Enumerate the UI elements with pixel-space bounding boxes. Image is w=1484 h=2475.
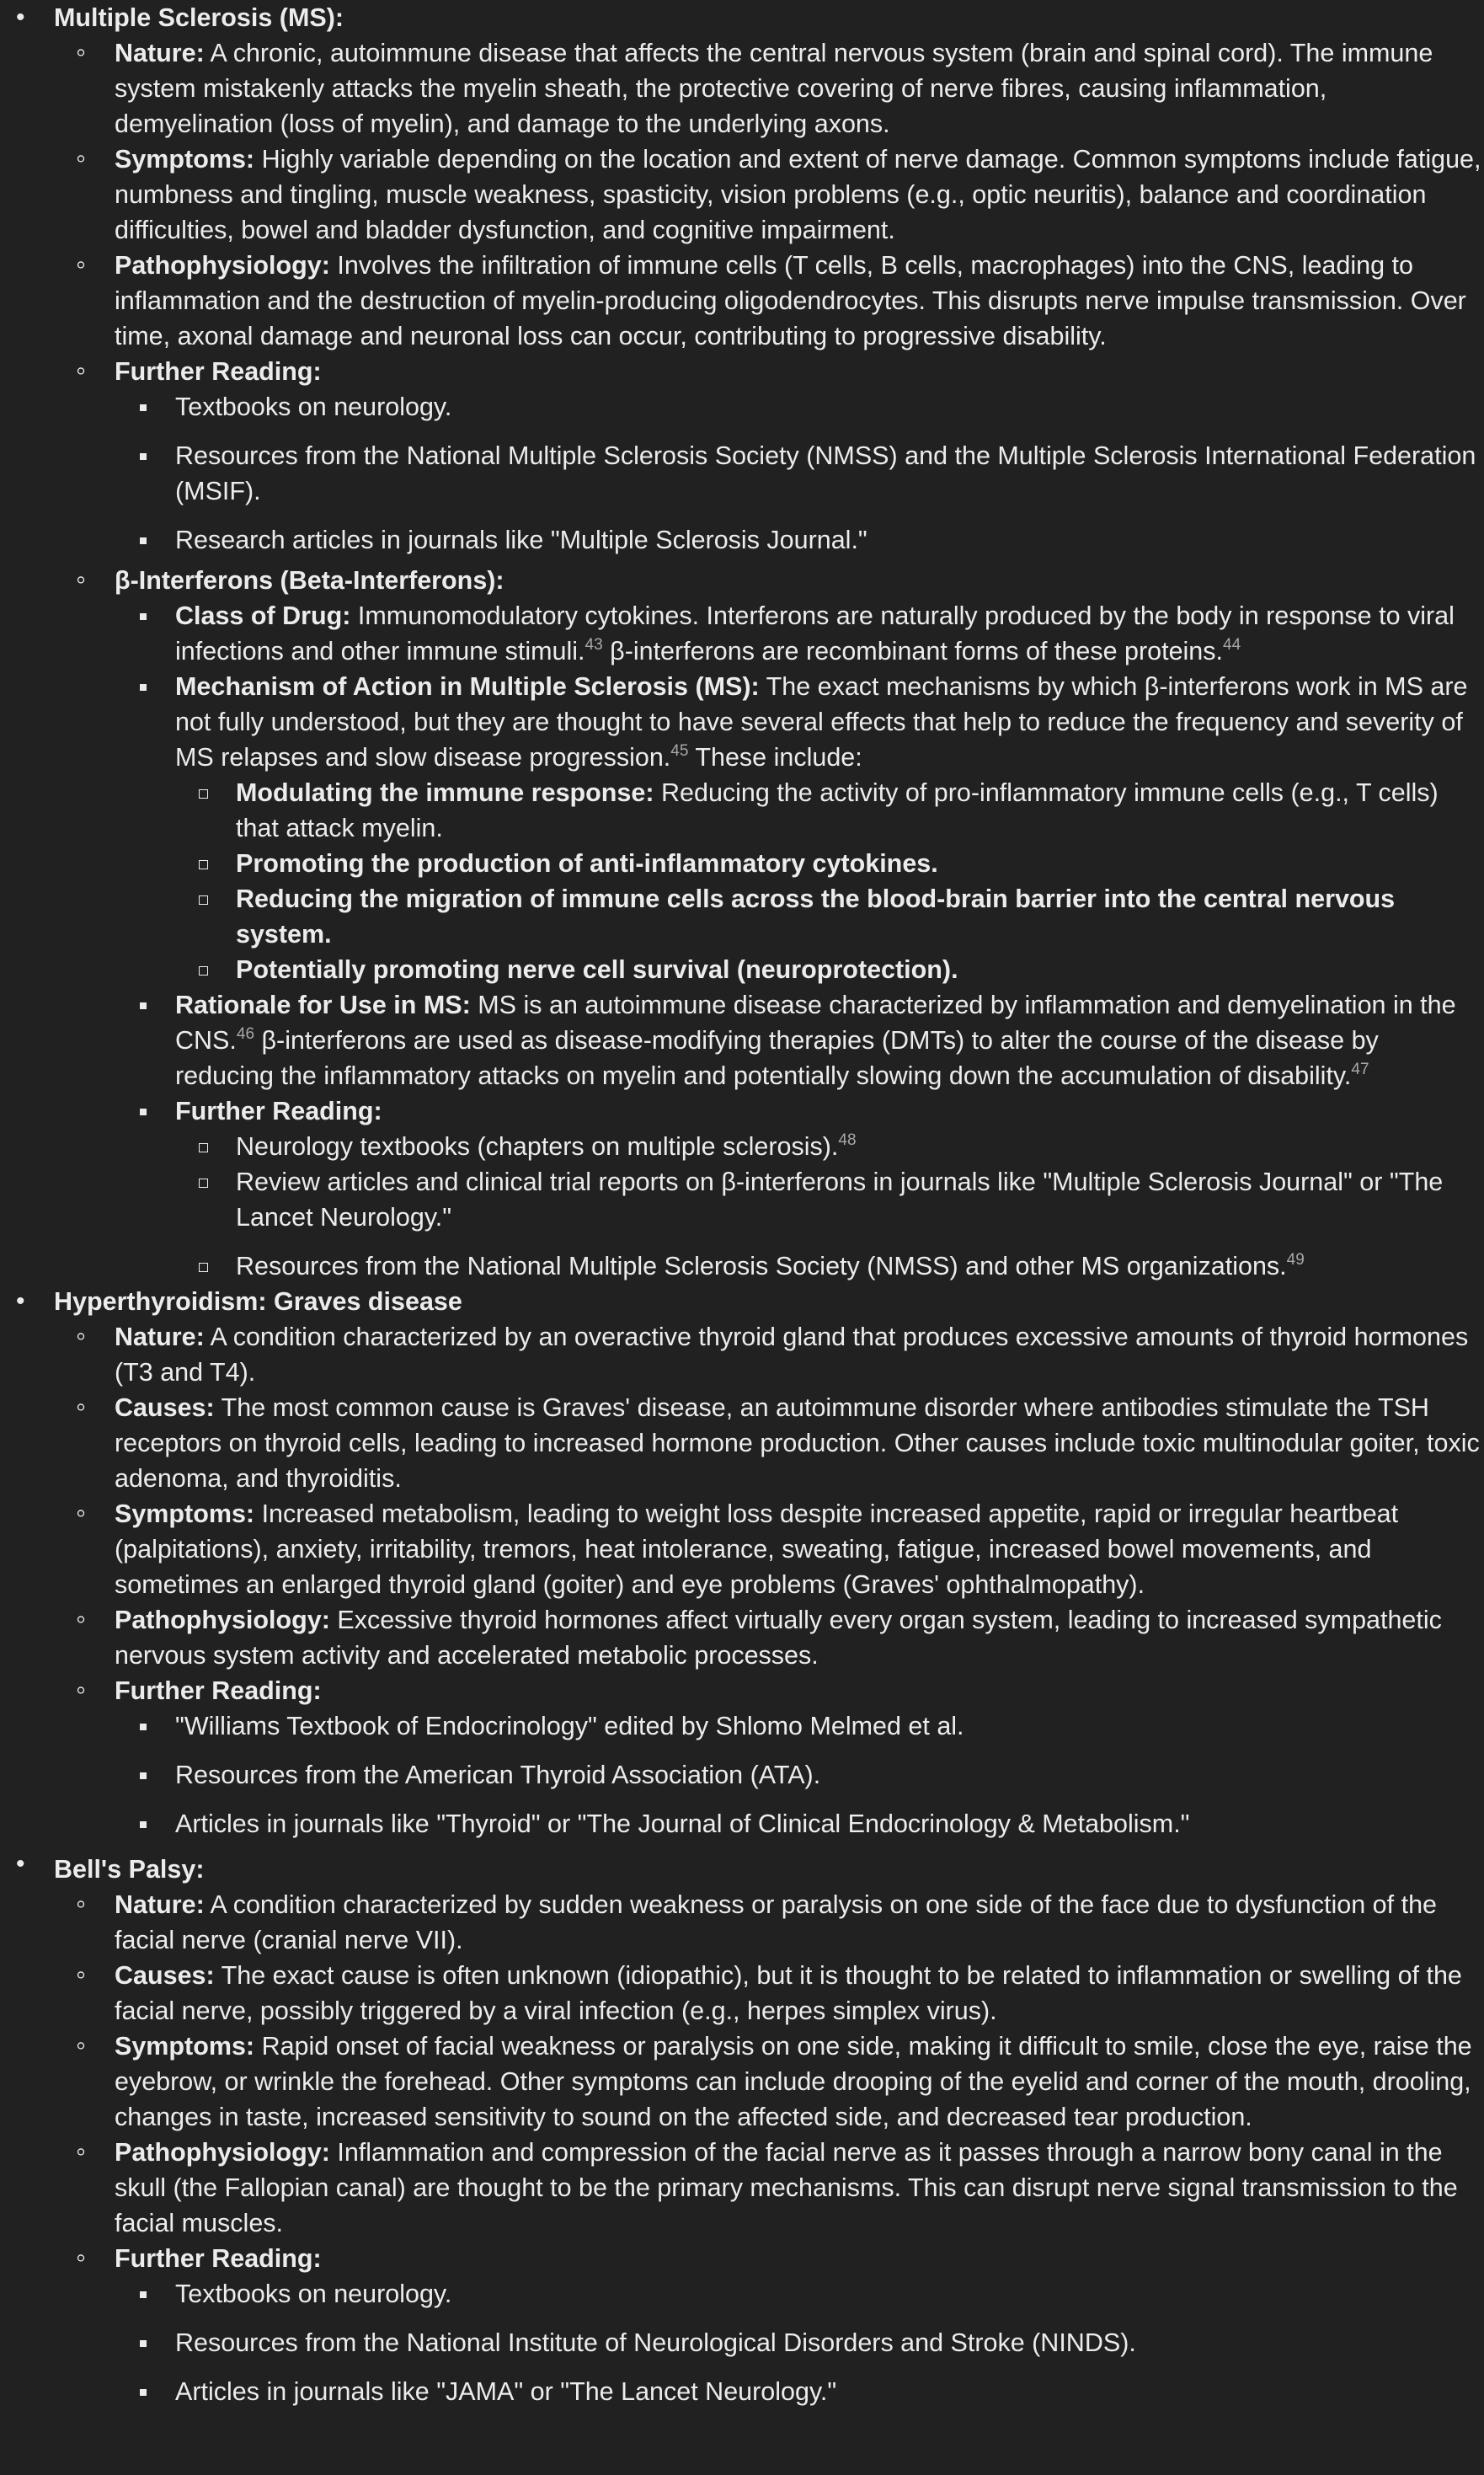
reading-item: Textbooks on neurology.: [115, 2276, 1484, 2312]
item-text: The exact cause is often unknown (idiopathic), but it is thought to be related to inflammation or swelling of the facial nerve, possibly triggered by a viral infection (e.g., herpes simplex virus).: [115, 1961, 1462, 2025]
item-text: The exact mechanisms by which β-interferons work in MS are not fully understood, but they are thought to have several effects that help to reduce the frequency and severity of MS relapses and slow disease progression.: [175, 672, 1468, 772]
graves-further-reading: [54, 1673, 1484, 1842]
condition-title: Hyperthyroidism: Graves disease: [54, 1287, 462, 1316]
item-label: Nature:: [115, 1323, 205, 1351]
graves-nature: [54, 1319, 1484, 1390]
reading-item: Textbooks on neurology.: [115, 389, 1484, 425]
item-text: Immunomodulatory cytokines. Interferons are naturally produced by the body in response to viral infections and other immune stimuli.: [175, 601, 1455, 666]
bells-further-reading: [54, 2241, 1484, 2409]
item-text: Rapid onset of facial weakness or paralysis on one side, making it difficult to smile, close the eye, raise the eyebrow, or wrinkle the forehead. Other symptoms can include drooping of the eyelid and corner of the mouth, drooling, changes in taste, increased sensitivity to sound on the affected side, and decreased tear production.: [115, 2032, 1472, 2131]
reading-list: [115, 1708, 1484, 1842]
graves-details: [54, 1319, 1484, 1842]
bells-details: [54, 1887, 1484, 2409]
footnote-ref[interactable]: 44: [1223, 636, 1241, 654]
reading-item: "Williams Textbook of Endocrinology" edited by Shlomo Melmed et al.: [115, 1708, 1484, 1744]
item-label: Nature:: [115, 39, 205, 67]
item-text: Resources from the National Multiple Sclerosis Society (NMSS) and other MS organizations.: [236, 1252, 1287, 1280]
item-label: Class of Drug:: [175, 601, 351, 630]
item-text: Inflammation and compression of the facial nerve as it passes through a narrow bony canal in the skull (the Fallopian canal) are thought to be the primary mechanisms. This can disrupt nerve signal transmission to the facial muscles.: [115, 2138, 1458, 2237]
item-text: β-interferons are used as disease-modifying therapies (DMTs) to alter the course of the disease by reducing the inflammatory attacks on myelin and potentially slowing down the accumulation of disability.: [175, 1026, 1379, 1090]
bells-pathophysiology: [54, 2135, 1484, 2241]
ifn-rationale: [115, 987, 1484, 1093]
item-label: Symptoms:: [115, 145, 255, 174]
ms-details: [54, 35, 1484, 1284]
mechanism-item: [175, 775, 1484, 846]
ms-symptoms: [54, 142, 1484, 248]
graves-symptoms: [54, 1496, 1484, 1602]
item-text: Neurology textbooks (chapters on multiple sclerosis).: [236, 1132, 839, 1161]
item-label: Further Reading:: [115, 2244, 322, 2273]
item-text: Excessive thyroid hormones affect virtually every organ system, leading to increased sympathetic nervous system activity and accelerated metabolic processes.: [115, 1606, 1442, 1670]
item-text: Involves the infiltration of immune cells (T cells, B cells, macrophages) into the CNS, leading to inflammation and the destruction of myelin-producing oligodendrocytes. This disrupts nerve impulse transmission. Over time, axonal damage and neuronal loss can occur, contributing to progressive disability.: [115, 251, 1466, 350]
reading-list: [115, 2276, 1484, 2409]
item-text: Review articles and clinical trial reports on β-interferons in journals like "Multiple Sclerosis Journal" or "The Lancet Neurology.": [236, 1168, 1444, 1232]
item-label: Nature:: [115, 1890, 205, 1919]
item-label: Rationale for Use in MS:: [175, 991, 471, 1019]
footnote-ref[interactable]: 43: [585, 636, 603, 654]
footnote-ref[interactable]: 48: [838, 1131, 857, 1149]
reading-list: [115, 389, 1484, 558]
item-text: The most common cause is Graves' disease, an autoimmune disorder where antibodies stimulate the TSH receptors on thyroid cells, leading to increased hormone production. Other causes include toxic multinodular goiter, toxic adenoma, and thyroiditis.: [115, 1393, 1480, 1493]
footnote-ref[interactable]: 47: [1351, 1061, 1369, 1078]
item-text: Reducing the activity of pro-inflammatory immune cells (e.g., T cells) that attack myelin.: [236, 778, 1439, 842]
reading-item: Research articles in journals like "Multiple Sclerosis Journal.": [115, 522, 1484, 558]
reading-item: Resources from the National Institute of Neurological Disorders and Stroke (NINDS).: [115, 2325, 1484, 2360]
item-text: Increased metabolism, leading to weight loss despite increased appetite, rapid or irregular heartbeat (palpitations), anxiety, irritability, tremors, heat intolerance, sweating, fatigue, increased bowel movements, and sometimes an enlarged thyroid gland (goiter) and eye problems (Graves' ophthalmopathy).: [115, 1499, 1399, 1599]
item-label: Symptoms:: [115, 2032, 255, 2061]
ms-pathophysiology: [54, 248, 1484, 354]
footnote-ref[interactable]: 46: [236, 1025, 255, 1043]
item-label: Symptoms:: [115, 1499, 255, 1528]
item-label: Pathophysiology:: [115, 1606, 330, 1634]
item-label: Promoting the production of anti-inflammatory cytokines.: [236, 849, 938, 878]
interferon-details: [115, 598, 1484, 1284]
ms-beta-interferons: [54, 563, 1484, 1284]
condition-title: Multiple Sclerosis (MS):: [54, 3, 344, 32]
reading-item: Resources from the National Multiple Sclerosis Society (NMSS) and the Multiple Sclerosis International Federation (MSIF).: [115, 438, 1484, 509]
reading-list: [175, 1129, 1484, 1284]
item-label: Further Reading:: [115, 1676, 322, 1705]
mechanism-list: [175, 775, 1484, 987]
mechanism-item: [175, 952, 1484, 987]
reading-item: Articles in journals like "JAMA" or "The Lancet Neurology.": [115, 2374, 1484, 2409]
item-text: β-interferons are recombinant forms of these proteins.: [602, 637, 1223, 666]
footnote-ref[interactable]: 49: [1286, 1251, 1305, 1269]
item-label: Further Reading:: [115, 357, 322, 386]
bells-causes: [54, 1958, 1484, 2029]
mechanism-item: [175, 846, 1484, 881]
item-text: These include:: [688, 743, 862, 772]
condition-bells-palsy: [0, 1847, 1484, 2409]
condition-title: Bell's Palsy:: [54, 1855, 205, 1884]
item-label: Reducing the migration of immune cells across the blood-brain barrier into the central nervous system.: [236, 885, 1396, 949]
ms-further-reading: [54, 354, 1484, 558]
item-text: Highly variable depending on the location and extent of nerve damage. Common symptoms include fatigue, numbness and tingling, muscle weakness, spasticity, vision problems (e.g., optic neuritis), balance and coordination difficulties, bowel and bladder dysfunction, and cognitive impairment.: [115, 145, 1481, 244]
ifn-mechanism: [115, 669, 1484, 987]
reading-item: [175, 1129, 1484, 1164]
item-label: Potentially promoting nerve cell survival (neuroprotection).: [236, 955, 958, 984]
item-label: Pathophysiology:: [115, 2138, 330, 2167]
item-label: Causes:: [115, 1393, 215, 1422]
ifn-class: [115, 598, 1484, 669]
condition-graves: [0, 1284, 1484, 1842]
item-label: β-Interferons (Beta-Interferons):: [115, 566, 504, 595]
item-label: Modulating the immune response:: [236, 778, 654, 807]
reading-item: Resources from the American Thyroid Association (ATA).: [115, 1757, 1484, 1793]
item-text: A chronic, autoimmune disease that affects the central nervous system (brain and spinal cord). The immune system mistakenly attacks the myelin sheath, the protective covering of nerve fibres, causing inflammation, demyelination (loss of myelin), and damage to the underlying axons.: [115, 39, 1433, 138]
item-label: Pathophysiology:: [115, 251, 330, 280]
graves-causes: [54, 1390, 1484, 1496]
ifn-further-reading: [115, 1093, 1484, 1284]
mechanism-item: [175, 881, 1484, 952]
item-label: Further Reading:: [175, 1097, 382, 1125]
reading-item: [175, 1248, 1484, 1284]
reading-item: Articles in journals like "Thyroid" or "The Journal of Clinical Endocrinology & Metabolism.": [115, 1806, 1484, 1842]
footnote-ref[interactable]: 45: [670, 742, 689, 760]
reading-item: [175, 1164, 1484, 1235]
bells-symptoms: [54, 2029, 1484, 2135]
item-text: MS is an autoimmune disease characterized by inflammation and demyelination in the CNS.: [175, 991, 1456, 1055]
item-label: Causes:: [115, 1961, 215, 1990]
item-text: A condition characterized by an overactive thyroid gland that produces excessive amounts of thyroid hormones (T3 and T4).: [115, 1323, 1469, 1387]
graves-pathophysiology: [54, 1602, 1484, 1673]
item-text: A condition characterized by sudden weakness or paralysis on one side of the face due to dysfunction of the facial nerve (cranial nerve VII).: [115, 1890, 1437, 1954]
ms-nature: [54, 35, 1484, 142]
item-label: Mechanism of Action in Multiple Sclerosis (MS):: [175, 672, 760, 701]
bells-nature: [54, 1887, 1484, 1958]
